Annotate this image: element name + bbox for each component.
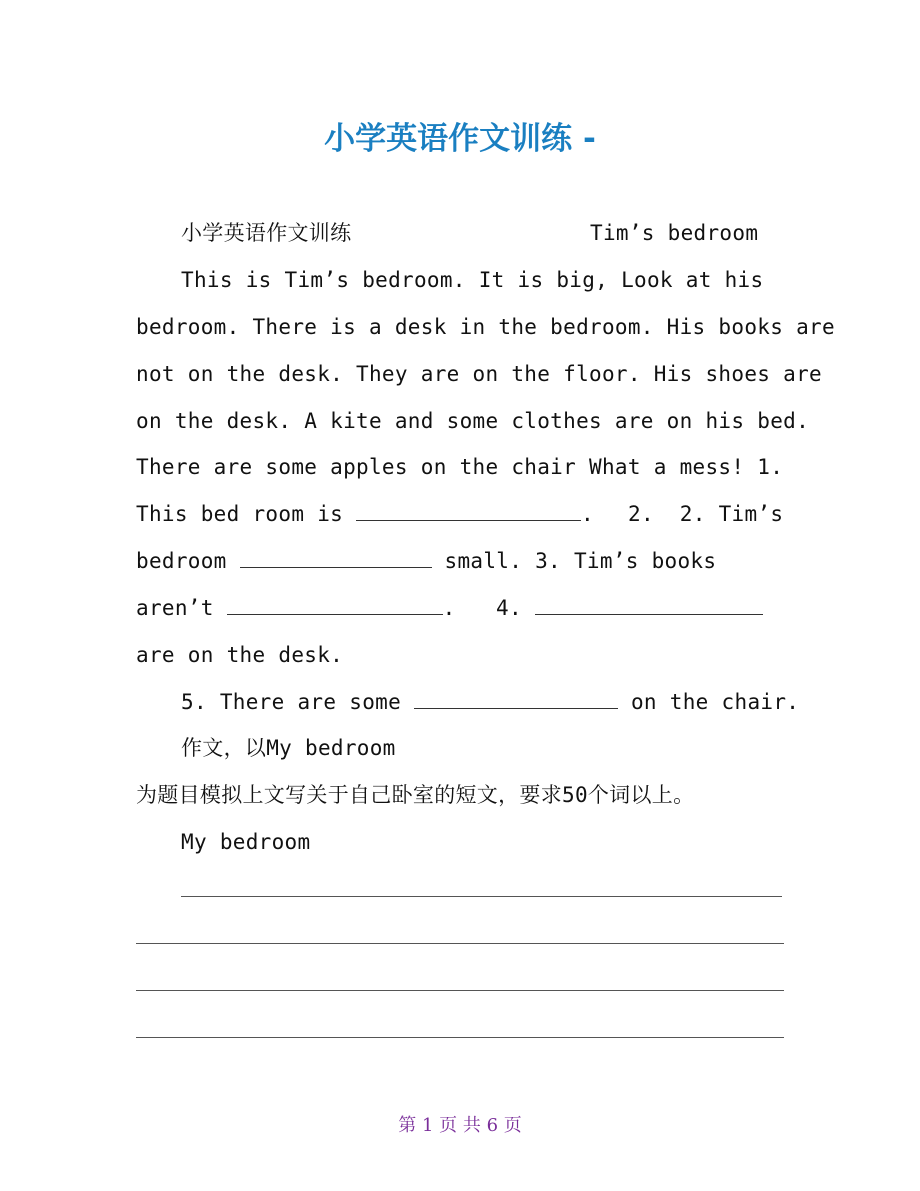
question-5-prefix: 5. There are some	[181, 690, 402, 714]
composition-title: My bedroom	[181, 830, 311, 854]
heading-right: Tim’s bedroom	[590, 221, 759, 245]
answer-blank-5[interactable]	[414, 688, 618, 709]
question-4	[496, 593, 763, 623]
writing-line[interactable]	[136, 1037, 784, 1038]
question-4-tail: are on the desk.	[136, 643, 344, 667]
document-title: 小学英语作文训练 -	[324, 121, 596, 157]
composition-instruction: 为题目模拟上文写关于自己卧室的短文，要求50个词以上。	[136, 783, 695, 807]
writing-line[interactable]	[136, 943, 784, 944]
question-1-prefix: This bed room is	[136, 502, 344, 526]
question-1	[136, 499, 594, 529]
question-3	[136, 593, 456, 623]
question-3-suffix: .	[442, 596, 456, 620]
question-1-suffix: .	[581, 502, 594, 526]
question-5	[181, 687, 799, 717]
passage-line: on the desk. A kite and some clothes are on his bed.	[136, 409, 810, 433]
heading-left: 小学英语作文训练	[181, 221, 352, 245]
passage-line: bedroom. There is a desk in the bedroom. His books are	[136, 315, 835, 339]
writing-line[interactable]	[136, 990, 784, 991]
answer-blank-4[interactable]	[535, 594, 763, 615]
passage-line: There are some apples on the chair What a mess! 1.	[136, 455, 784, 479]
question-2	[136, 546, 716, 576]
question-3-prefix: aren’t	[136, 596, 214, 620]
page-number-footer: 第 1 页 共 6 页	[398, 1115, 522, 1136]
question-2-prefix: bedroom	[136, 549, 227, 573]
question-4-number: 4.	[496, 596, 522, 620]
answer-blank-3[interactable]	[227, 594, 443, 615]
answer-blank-1[interactable]	[356, 500, 581, 521]
question-2-suffix: small. 3. Tim’s books	[444, 549, 717, 573]
answer-blank-2[interactable]	[240, 547, 432, 568]
question-2-number: 2. 2. Tim’s	[628, 502, 784, 526]
composition-intro: 作文，以My bedroom	[181, 736, 396, 760]
question-5-suffix: on the chair.	[630, 690, 800, 714]
passage-line: not on the desk. They are on the floor. His shoes are	[136, 362, 822, 386]
passage-line: This is Tim’s bedroom. It is big, Look at his	[181, 268, 764, 292]
writing-line[interactable]	[181, 896, 782, 897]
